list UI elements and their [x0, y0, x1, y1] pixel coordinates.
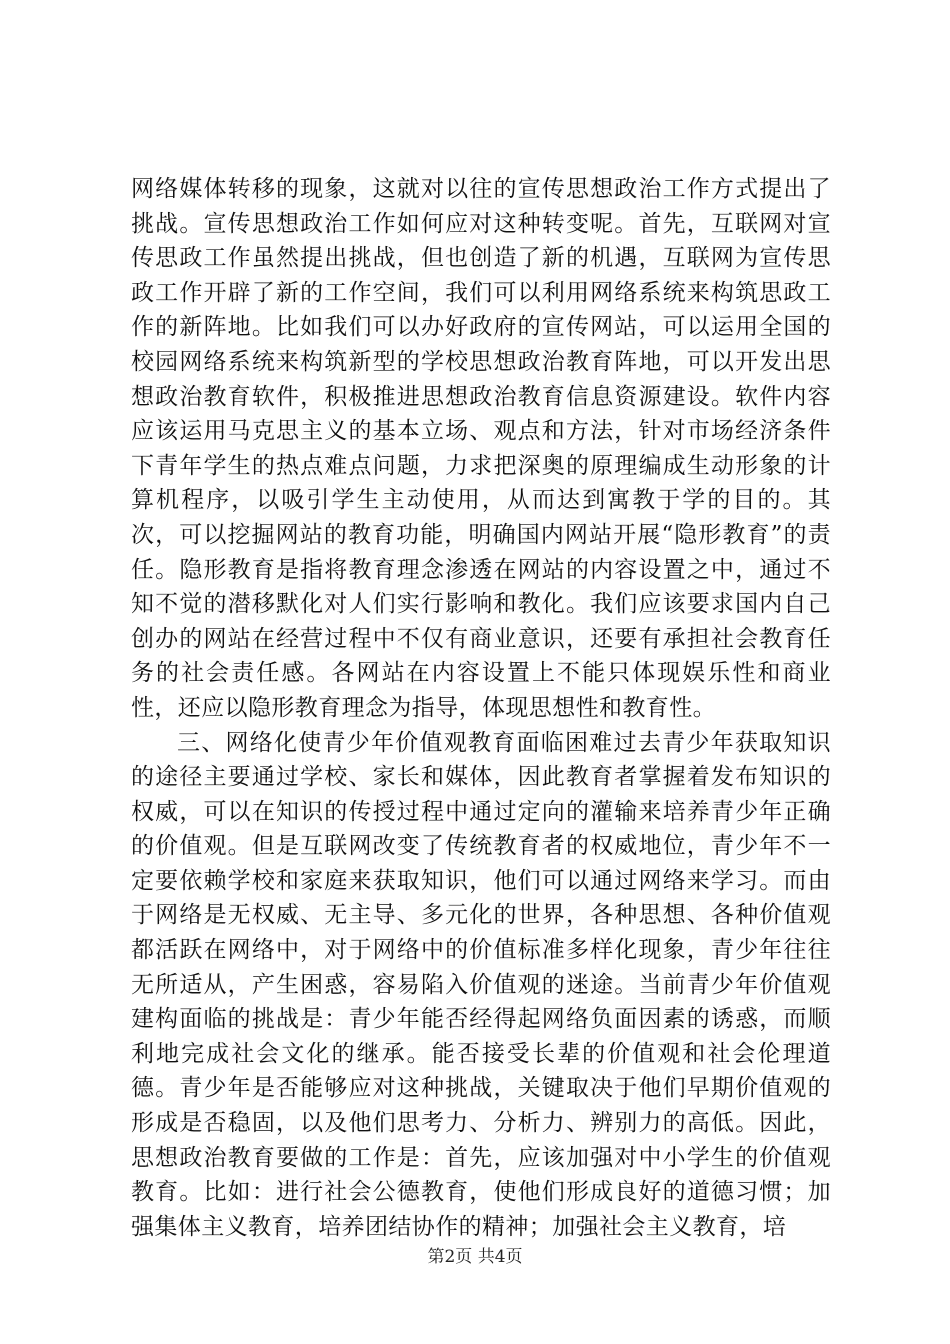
- page-number-label: 第2页 共4页: [427, 1247, 523, 1267]
- page-footer: [0, 1245, 950, 1269]
- paragraph-2: 三、网络化使青少年价值观教育面临困难过去青少年获取知识的途径主要通过学校、家长和媒体，因此教育者掌握着发布知识的权威，可以在知识的传授过程中通过定向的灌输来培养青少年正确的价值观。但是互联网改变了传统教育者的权威地位，青少年不一定要依赖学校和家庭来获取知识，他们可以通过网络来学习。而由于网络是无权威、无主导、多元化的世界，各种思想、各种价值观都活跃在网络中，对于网络中的价值标准多样化现象，青少年往往无所适从，产生困惑，容易陷入价值观的迷途。当前青少年价值观建构面临的挑战是：青少年能否经得起网络负面因素的诱惑，而顺利地完成社会文化的继承。能否接受长辈的价值观和社会伦理道德。青少年是否能够应对这种挑战，关键取决于他们早期价值观的形成是否稳固，以及他们思考力、分析力、辨别力的高低。因此，思想政治教育要做的工作是：首先，应该加强对中小学生的价值观教育。比如：进行社会公德教育，使他们形成良好的道德习惯；加强集体主义教育，培养团结协作的精神；加强社会主义教育，培: [131, 729, 831, 1240]
- paragraph-1: 网络媒体转移的现象，这就对以往的宣传思想政治工作方式提出了挑战。宣传思想政治工作如何应对这种转变呢。首先，互联网对宣传思政工作虽然提出挑战，但也创造了新的机遇，互联网为宣传思政工作开辟了新的工作空间，我们可以利用网络系统来构筑思政工作的新阵地。比如我们可以办好政府的宣传网站，可以运用全国的校园网络系统来构筑新型的学校思想政治教育阵地，可以开发出思想政治教育软件，积极推进思想政治教育信息资源建设。软件内容应该运用马克思主义的基本立场、观点和方法，针对市场经济条件下青年学生的热点难点问题，力求把深奥的原理编成生动形象的计算机程序，以吸引学生主动使用，从而达到寓教于学的目的。其次，可以挖掘网站的教育功能，明确国内网站开展“隐形教育”的责任。隐形教育是指将教育理念渗透在网站的内容设置之中，通过不知不觉的潜移默化对人们实行影响和教化。我们应该要求国内自己创办的网站在经营过程中不仅有商业意识，还要有承担社会教育任务的社会责任感。各网站在内容设置上不能只体现娱乐性和商业性，还应以隐形教育理念为指导，体现思想性和教育性。: [131, 176, 831, 721]
- document-body: [131, 172, 831, 1244]
